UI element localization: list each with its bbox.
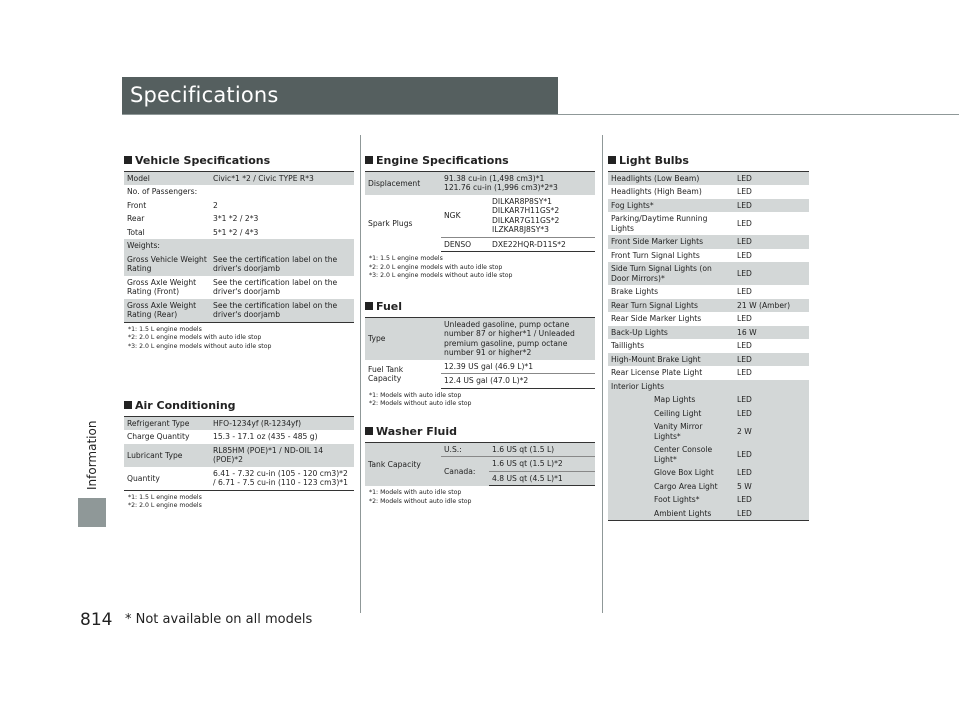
row-value: RL85HM (POE)*1 / ND-OIL 14 (POE)*2 — [210, 444, 354, 467]
square-bullet-icon — [365, 427, 373, 435]
row-value: See the certification label on the driver's doorjamb — [210, 253, 354, 276]
row-value: 2 — [213, 200, 218, 210]
table-row — [124, 467, 354, 490]
table-row — [124, 299, 354, 322]
footnote: * Not available on all models — [125, 612, 313, 627]
row-value: Civic*1 *2 / Civic TYPE R*3 — [210, 172, 354, 186]
row-label: Front Turn Signal Lights — [611, 250, 700, 260]
row-value: LED — [737, 219, 752, 229]
section-title: Air Conditioning — [135, 398, 236, 412]
section-title: Light Bulbs — [619, 153, 689, 167]
row-label: Headlights (Low Beam) — [608, 172, 734, 186]
row-label: Taillights — [611, 341, 645, 351]
row-label: Model — [124, 172, 210, 186]
table-row — [124, 444, 354, 467]
row-label: Side Turn Signal Lights (on Door Mirrors)* — [608, 262, 734, 285]
row-label: Interior Lights — [608, 380, 809, 393]
row-label: Fog Lights* — [608, 199, 734, 212]
row-value: 121.76 cu-in (1,996 cm3)*2*3 — [444, 183, 558, 193]
row-sublabel: U.S.: — [441, 443, 489, 457]
table-row — [124, 185, 354, 198]
row-label: Ambient Lights — [608, 507, 734, 521]
row-sublabel: NGK — [441, 195, 489, 237]
row-label: Charge Quantity — [127, 432, 190, 442]
row-value: LED — [734, 493, 809, 506]
table-row — [124, 276, 354, 299]
engine-specs-table — [365, 171, 595, 252]
row-value: DILKAR8P8SY*1 — [492, 196, 552, 206]
side-label: Information — [85, 420, 99, 490]
section-heading — [365, 299, 595, 313]
section-heading — [124, 153, 354, 167]
air-conditioning-section — [124, 398, 354, 511]
row-label: Type — [365, 318, 441, 360]
footnotes — [124, 326, 354, 351]
row-value: LED — [734, 393, 809, 406]
row-value: LED — [734, 466, 809, 479]
row-label: Rear Turn Signal Lights — [608, 299, 734, 312]
title-underline — [122, 114, 959, 115]
row-value: See the certification label on the driver's doorjamb — [210, 299, 354, 322]
table-row — [608, 326, 809, 339]
row-label: No. of Passengers: — [127, 187, 198, 197]
section-title: Fuel — [376, 299, 403, 313]
fuel-table — [365, 317, 595, 389]
row-value: 12.39 US gal (46.9 L)*1 — [441, 360, 595, 374]
footnote-line: *1: 1.5 L engine models — [128, 493, 202, 501]
row-label: Gross Vehicle Weight Rating — [124, 253, 210, 276]
row-label: Gross Axle Weight Rating (Rear) — [124, 299, 210, 322]
row-label: Parking/Daytime Running Lights — [611, 214, 708, 233]
table-row — [608, 185, 809, 198]
side-tab-marker — [78, 498, 106, 527]
row-value: 1.6 US qt (1.5 L)*2 — [489, 457, 595, 471]
washer-fluid-table — [365, 442, 595, 486]
row-value: DXE22HQR-D11S*2 — [489, 237, 595, 251]
row-value: 21 W (Amber) — [734, 299, 809, 312]
table-row — [608, 172, 809, 186]
row-label: Glove Box Light — [608, 466, 734, 479]
row-value: LED — [737, 250, 752, 260]
row-value: 15.3 - 17.1 oz (435 - 485 g) — [213, 432, 318, 442]
table-row — [608, 312, 809, 325]
air-conditioning-table — [124, 416, 354, 491]
row-value: LED — [734, 262, 809, 285]
column-divider — [360, 135, 361, 613]
row-value: LED — [734, 443, 809, 466]
section-heading — [124, 398, 354, 412]
footnote-line: *1: 1.5 L engine models — [369, 255, 443, 263]
footnote-line: *2: Models without auto idle stop — [369, 400, 472, 408]
row-value: LED — [734, 507, 809, 521]
table-row — [608, 380, 809, 393]
row-value: LED — [734, 172, 809, 186]
engine-specs-section — [365, 153, 595, 280]
row-value: DILKAR7G11GS*2 — [492, 215, 560, 225]
footnotes — [365, 255, 595, 280]
section-title: Washer Fluid — [376, 424, 458, 438]
column-divider — [602, 135, 603, 613]
section-heading — [608, 153, 809, 167]
row-value: LED — [737, 368, 752, 378]
fuel-section — [365, 299, 595, 409]
table-row — [124, 239, 354, 252]
row-value: HFO-1234yf (R-1234yf) — [210, 417, 354, 431]
table-row — [365, 195, 595, 237]
page-title: Specifications — [130, 83, 279, 107]
table-row — [124, 212, 354, 225]
row-label: Ceiling Light — [608, 407, 734, 420]
table-row — [608, 466, 809, 479]
footnotes — [365, 392, 595, 409]
row-label: Weights: — [124, 239, 354, 252]
footnote-line: *1: Models with auto idle stop — [369, 391, 462, 399]
row-label: Gross Axle Weight Rating (Front) — [127, 277, 197, 297]
table-row — [608, 407, 809, 420]
row-label: Front — [127, 200, 147, 210]
table-row — [608, 299, 809, 312]
row-label: Headlights (High Beam) — [611, 187, 702, 197]
table-row — [608, 366, 809, 379]
row-value: LED — [737, 287, 752, 297]
section-heading — [365, 424, 595, 438]
light-bulbs-section — [608, 153, 809, 521]
row-value: LED — [734, 407, 809, 420]
table-row — [608, 199, 809, 212]
table-row — [608, 285, 809, 298]
row-label: Back-Up Lights — [608, 326, 734, 339]
section-title: Engine Specifications — [376, 153, 509, 167]
row-value: DILKAR7H11GS*2 — [492, 206, 560, 216]
row-value: LED — [734, 199, 809, 212]
page-number: 814 — [80, 610, 113, 630]
row-value: LED — [737, 187, 752, 197]
row-value: LED — [737, 341, 752, 351]
table-row — [608, 249, 809, 262]
row-value: 3*1 *2 / 2*3 — [213, 214, 259, 224]
title-banner — [122, 77, 558, 114]
footnote-line: *3: 2.0 L engine models without auto idle stop — [369, 272, 513, 280]
light-bulbs-table — [608, 171, 809, 521]
row-sublabel: Canada: — [441, 457, 489, 486]
square-bullet-icon — [365, 302, 373, 310]
row-value: LED — [737, 314, 752, 324]
row-label: Foot Lights* — [608, 493, 734, 506]
table-row — [365, 172, 595, 195]
table-row — [365, 360, 595, 374]
row-value: 91.38 cu-in (1,498 cm3)*1 — [444, 174, 545, 183]
row-value: Unleaded gasoline, pump octane number 87 or higher*1 / Unleaded premium gasoline, pump octane number 91 or higher*2 — [441, 318, 595, 360]
washer-fluid-section — [365, 424, 595, 506]
footnote-line: *1: 1.5 L engine models — [128, 325, 202, 333]
footnotes — [365, 489, 595, 506]
row-value: 2 W — [734, 420, 809, 443]
row-value: 1.6 US qt (1.5 L) — [489, 443, 595, 457]
table-row — [608, 353, 809, 366]
table-row — [365, 318, 595, 360]
row-label: Vanity Mirror Lights* — [608, 420, 734, 443]
table-row — [608, 493, 809, 506]
table-row — [608, 262, 809, 285]
table-row — [365, 443, 595, 457]
row-label: Rear Side Marker Lights — [611, 314, 702, 324]
row-label: Total — [127, 227, 145, 237]
footnote-line: *2: Models without auto idle stop — [369, 497, 472, 505]
row-value: 12.4 US gal (47.0 L)*2 — [441, 374, 595, 388]
vehicle-specs-section — [124, 153, 354, 351]
square-bullet-icon — [124, 401, 132, 409]
table-row — [124, 199, 354, 212]
table-row — [608, 212, 809, 235]
row-value: 5 W — [734, 480, 809, 493]
row-value: ILZKAR8J8SY*3 — [492, 225, 549, 235]
footnote-line: *2: 2.0 L engine models with auto idle stop — [128, 334, 262, 342]
row-label: Front Side Marker Lights — [608, 235, 734, 248]
square-bullet-icon — [124, 156, 132, 164]
footnotes — [124, 494, 354, 511]
row-value: See the certification label on the driver's doorjamb — [213, 277, 338, 297]
table-row — [608, 443, 809, 466]
row-value: 4.8 US qt (4.5 L)*1 — [489, 471, 595, 485]
table-row — [608, 420, 809, 443]
row-sublabel: DENSO — [441, 237, 489, 251]
table-row — [124, 417, 354, 431]
row-label: High-Mount Brake Light — [608, 353, 734, 366]
section-heading — [365, 153, 595, 167]
row-label: Displacement — [365, 172, 441, 195]
footnote-line: *2: 2.0 L engine models with auto idle stop — [369, 263, 503, 271]
row-label: Quantity — [124, 467, 210, 490]
table-row — [124, 226, 354, 239]
footnote-line: *3: 2.0 L engine models without auto idle stop — [128, 342, 272, 350]
vehicle-specs-table — [124, 171, 354, 323]
table-row — [608, 393, 809, 406]
row-label: Fuel Tank Capacity — [368, 364, 404, 384]
section-title: Vehicle Specifications — [135, 153, 271, 167]
table-row — [608, 507, 809, 521]
row-label: Refrigerant Type — [124, 417, 210, 431]
row-label: Spark Plugs — [368, 218, 413, 228]
row-value: 5*1 *2 / 4*3 — [213, 227, 259, 237]
table-row — [124, 253, 354, 276]
table-row — [608, 339, 809, 352]
row-label: Center Console Light* — [608, 443, 734, 466]
row-label: Tank Capacity — [365, 443, 441, 486]
table-row — [124, 172, 354, 186]
footnote-line: *2: 2.0 L engine models — [128, 502, 202, 510]
row-label: Rear License Plate Light — [611, 368, 703, 378]
row-value: 16 W — [734, 326, 809, 339]
row-label: Brake Lights — [611, 287, 659, 297]
row-value: LED — [734, 235, 809, 248]
table-row — [608, 480, 809, 493]
square-bullet-icon — [365, 156, 373, 164]
row-value: 6.41 - 7.32 cu-in (105 - 120 cm3)*2 / 6.71 - 7.5 cu-in (110 - 123 cm3)*1 — [210, 467, 354, 490]
row-label: Map Lights — [608, 393, 734, 406]
row-label: Cargo Area Light — [608, 480, 734, 493]
square-bullet-icon — [608, 156, 616, 164]
table-row — [124, 430, 354, 443]
row-value: LED — [734, 353, 809, 366]
table-row — [608, 235, 809, 248]
row-label: Rear — [127, 214, 145, 224]
row-label: Lubricant Type — [124, 444, 210, 467]
footnote-line: *1: Models with auto idle stop — [369, 489, 462, 497]
